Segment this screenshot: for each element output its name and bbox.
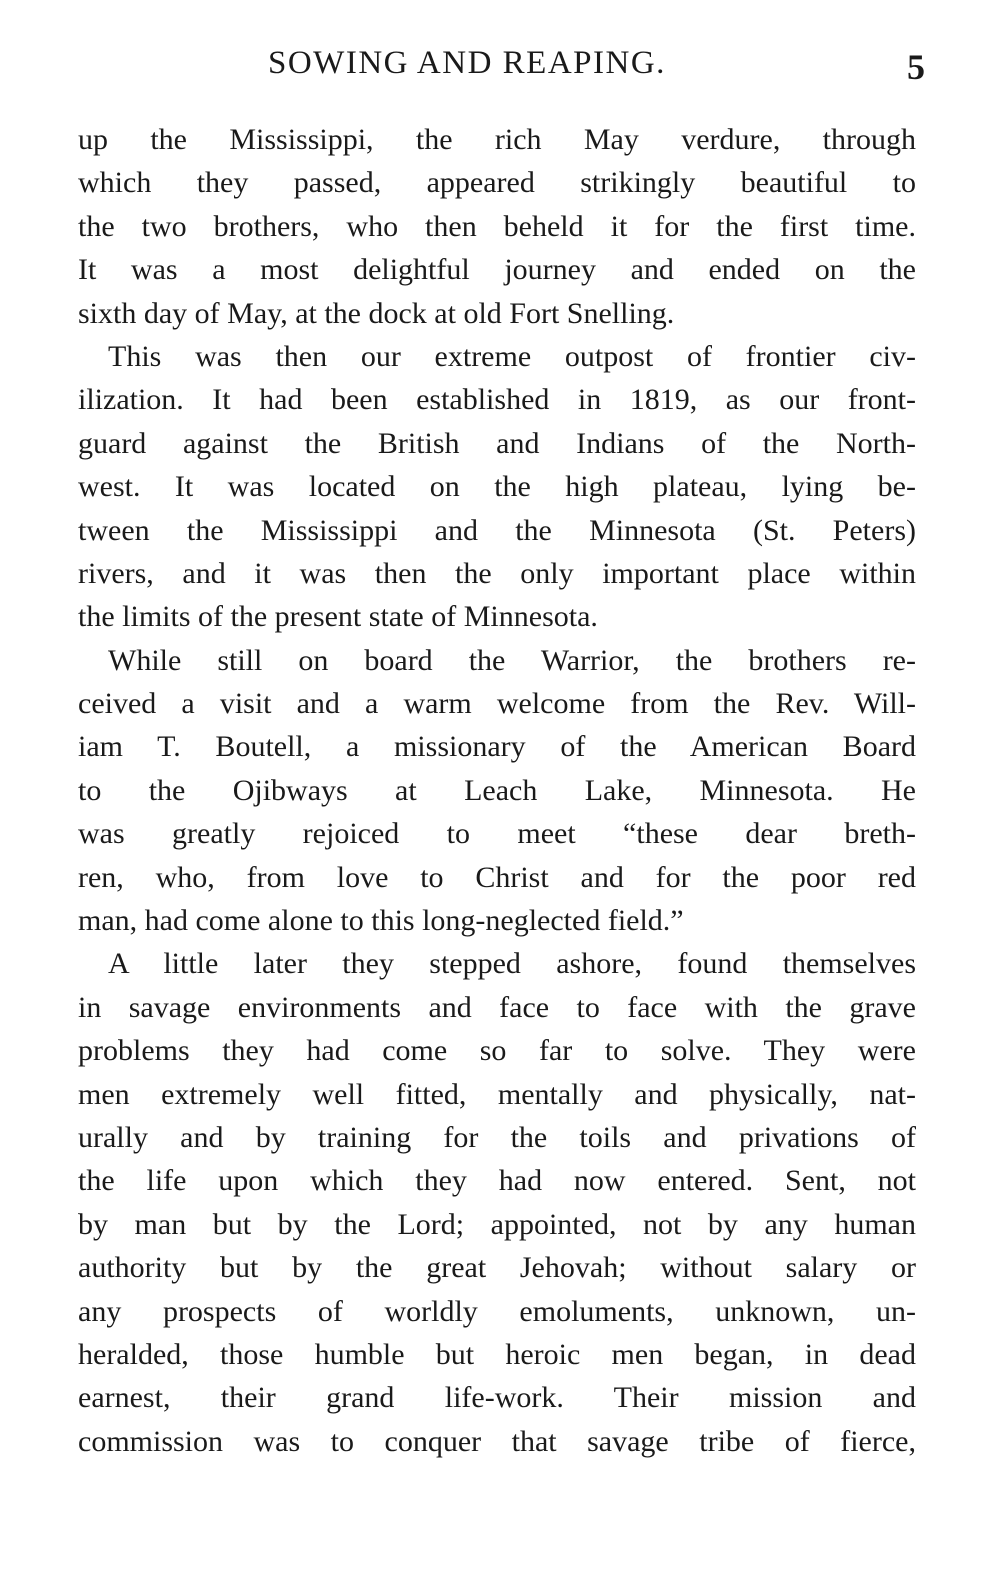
text-line: commission was to conquer that savage tribe of fierce, xyxy=(78,1424,916,1458)
running-title: SOWING AND REAPING. xyxy=(268,45,666,81)
text-line: the life upon which they had now entered. Sent, not xyxy=(78,1164,916,1198)
text-line: It was a most delightful journey and ended on the xyxy=(78,253,916,287)
paragraph-2 xyxy=(78,335,916,639)
text-line: tween the Mississippi and the Minnesota (St. Peters) xyxy=(78,513,916,547)
text-line: While still on board the Warrior, the brothers re- xyxy=(108,643,916,677)
running-head xyxy=(0,38,1000,88)
text-line: ren, who, from love to Christ and for the poor red xyxy=(78,860,916,894)
text-line: man, had come alone to this long-neglected field.” xyxy=(78,904,684,938)
text-line: rivers, and it was then the only important place within xyxy=(78,556,916,590)
text-line: men extremely well fitted, mentally and physically, nat- xyxy=(78,1077,916,1111)
text-line: the two brothers, who then beheld it for the first time. xyxy=(78,209,916,243)
text-line: by man but by the Lord; appointed, not by any human xyxy=(78,1207,916,1241)
text-line: which they passed, appeared strikingly beautiful to xyxy=(78,166,916,200)
text-line: This was then our extreme outpost of frontier civ- xyxy=(108,339,916,373)
text-line: earnest, their grand life-work. Their mission and xyxy=(78,1381,916,1415)
text-line: authority but by the great Jehovah; without salary or xyxy=(78,1251,916,1285)
text-line: iam T. Boutell, a missionary of the American Board xyxy=(78,730,916,764)
paragraph-1 xyxy=(78,118,916,335)
text-line: problems they had come so far to solve. They were xyxy=(78,1034,916,1068)
text-line: A little later they stepped ashore, found themselves xyxy=(108,947,916,981)
text-line: ceived a visit and a warm welcome from the Rev. Will- xyxy=(78,687,916,721)
paragraph-3 xyxy=(78,639,916,943)
text-line: in savage environments and face to face with the grave xyxy=(78,990,916,1024)
page-number: 5 xyxy=(907,47,925,87)
text-line: sixth day of May, at the dock at old Fort Snelling. xyxy=(78,296,675,330)
text-line: to the Ojibways at Leach Lake, Minnesota. He xyxy=(78,773,916,807)
text-line: up the Mississippi, the rich May verdure, through xyxy=(78,123,916,156)
text-line: any prospects of worldly emoluments, unknown, un- xyxy=(78,1294,916,1328)
body-text xyxy=(78,118,916,1463)
text-line: west. It was located on the high plateau, lying be- xyxy=(78,470,916,504)
text-line: the limits of the present state of Minnesota. xyxy=(78,600,598,634)
paragraph-4 xyxy=(78,942,916,1463)
text-line: guard against the British and Indians of the North- xyxy=(78,426,916,460)
text-line: was greatly rejoiced to meet “these dear breth- xyxy=(78,817,916,851)
text-line: heralded, those humble but heroic men began, in dead xyxy=(78,1337,916,1371)
text-line: urally and by training for the toils and privations of xyxy=(78,1120,916,1154)
text-line: ilization. It had been established in 1819, as our front- xyxy=(78,383,916,417)
